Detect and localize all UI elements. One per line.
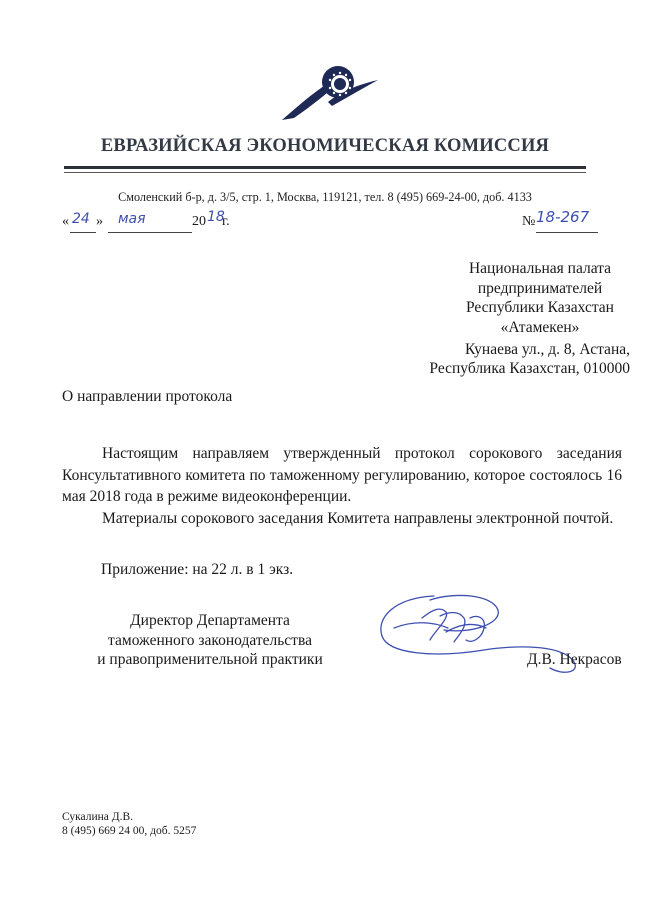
- date-year-suffix: г.: [222, 214, 230, 229]
- organization-address: Смоленский б-р, д. 3/5, стр. 1, Москва, 119121, тел. 8 (495) 669-24-00, доб. 4133: [118, 190, 532, 204]
- date-quote-close: »: [96, 214, 103, 229]
- date-day-line: [70, 232, 96, 233]
- date-day-handwritten: 24: [72, 211, 90, 227]
- date-month-line: [108, 232, 192, 233]
- number-line: [536, 232, 598, 233]
- number-sign: №: [522, 214, 536, 229]
- signatory-name: Д.В. Некрасов: [527, 651, 622, 668]
- body-paragraph: Настоящим направляем утвержденный протокол сорокового заседания Консультативного комитета по таможенному регулированию, которое состоялось 16 мая 2018 года в режиме видеоконференции.: [62, 445, 622, 505]
- body-paragraph: Материалы сорокового заседания Комитета направлены электронной почтой.: [102, 509, 614, 527]
- recipient-address: [429, 340, 630, 378]
- date-quote-open: «: [62, 214, 69, 229]
- recipient-address-line: Кунаева ул., д. 8, Астана,: [465, 341, 630, 358]
- letter-subject: О направлении протокола: [62, 388, 233, 405]
- attachment-note: Приложение: на 22 л. в 1 экз.: [101, 561, 294, 578]
- executor-phone: 8 (495) 669 24 00, доб. 5257: [62, 825, 197, 837]
- executor-name: Сукалина Д.В.: [62, 811, 134, 823]
- recipient-address-line: Республика Казахстан, 010000: [429, 360, 630, 377]
- signatory-title-line: таможенного законодательства: [108, 631, 312, 649]
- organization-name: ЕВРАЗИЙСКАЯ ЭКОНОМИЧЕСКАЯ КОМИССИЯ: [100, 136, 550, 156]
- number-handwritten: 18-267: [536, 208, 590, 226]
- signatory-title: [90, 611, 330, 670]
- date-year-handwritten: 18: [207, 209, 225, 225]
- recipient-line: «Атамекен»: [500, 318, 580, 336]
- recipient-line: Республики Казахстан: [466, 299, 614, 316]
- executor-block: [62, 810, 196, 838]
- header-divider-thin: [64, 172, 586, 173]
- eec-emblem-icon: [280, 60, 380, 122]
- header-divider: [64, 166, 586, 169]
- recipient-line: Национальная палата: [468, 260, 612, 277]
- letter-body: [62, 443, 622, 529]
- signatory-title-line: и правоприменительной практики: [97, 651, 323, 668]
- recipient-line: предпринимателей: [477, 279, 603, 297]
- recipient-block: [420, 259, 650, 337]
- signatory-title-line: Директор Департамента: [130, 612, 290, 629]
- date-month-handwritten: мая: [118, 211, 146, 227]
- date-year-prefix: 20: [192, 214, 206, 229]
